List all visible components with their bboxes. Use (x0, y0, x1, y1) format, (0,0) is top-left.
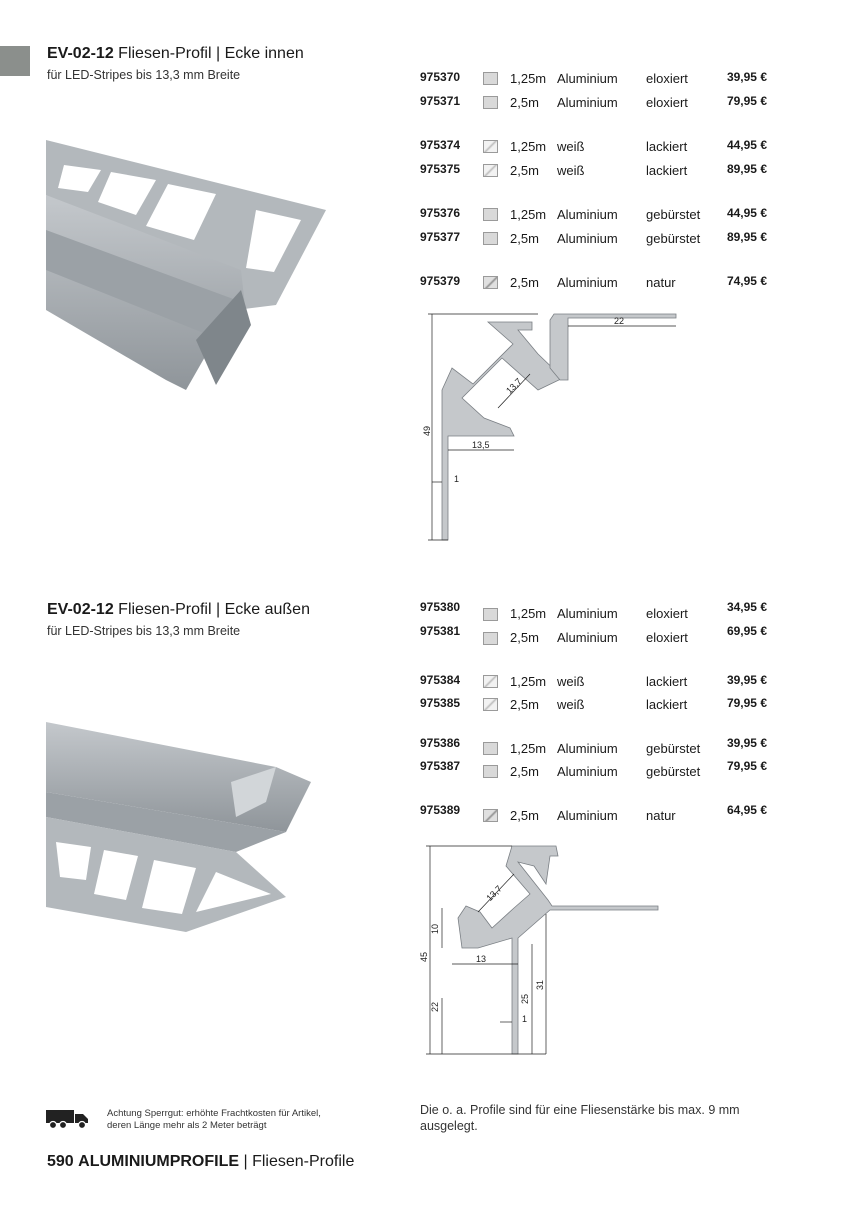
color-swatch (483, 698, 498, 711)
tile-thickness-note: Die o. a. Profile sind für eine Fliesenstärke bis max. 9 mm ausgelegt. (420, 1103, 740, 1133)
price: 44,95 € (726, 206, 767, 220)
finish: gebürstet (646, 231, 701, 246)
price: 64,95 € (726, 803, 767, 817)
color-swatch (483, 809, 498, 822)
truck-icon (46, 1108, 90, 1130)
length: 2,5m (510, 163, 539, 178)
price: 74,95 € (726, 274, 767, 288)
price: 39,95 € (726, 673, 767, 687)
page-subcategory: Fliesen-Profile (252, 1153, 355, 1170)
dim-label: 1 (454, 474, 460, 484)
product-subtitle: für LED-Stripes bis 13,3 mm Breite (47, 624, 241, 638)
product-title (47, 600, 310, 620)
article-number: 975387 (420, 759, 461, 773)
material: Aluminium (557, 207, 618, 222)
material: weiß (557, 163, 585, 178)
finish: eloxiert (646, 95, 688, 110)
color-swatch (483, 96, 498, 109)
dim-label: 25 (520, 993, 530, 1004)
table-row[interactable] (420, 94, 770, 114)
finish: eloxiert (646, 606, 688, 621)
price: 79,95 € (726, 696, 767, 710)
color-swatch (483, 140, 498, 153)
length: 2,5m (510, 95, 539, 110)
table-row[interactable] (420, 736, 770, 756)
material: Aluminium (557, 71, 618, 86)
material: Aluminium (557, 808, 618, 823)
product-name: Fliesen-Profil | Ecke innen (118, 45, 304, 62)
finish: eloxiert (646, 71, 688, 86)
finish: eloxiert (646, 630, 688, 645)
table-row[interactable] (420, 138, 770, 158)
color-swatch (483, 72, 498, 85)
article-number: 975375 (420, 162, 461, 176)
length: 2,5m (510, 808, 539, 823)
price: 34,95 € (726, 600, 767, 614)
material: weiß (557, 697, 585, 712)
dim-label: 13 (476, 954, 487, 964)
product-name: Fliesen-Profil | Ecke außen (118, 601, 310, 618)
material: weiß (557, 139, 585, 154)
article-number: 975381 (420, 624, 461, 638)
finish: natur (646, 808, 676, 823)
table-row[interactable] (420, 162, 770, 182)
material: Aluminium (557, 275, 618, 290)
length: 1,25m (510, 71, 547, 86)
dim-label: 49 (422, 425, 432, 436)
dim-label: 22 (614, 316, 625, 326)
finish: gebürstet (646, 741, 701, 756)
price: 39,95 € (726, 70, 767, 84)
material: Aluminium (557, 231, 618, 246)
price: 89,95 € (726, 162, 767, 176)
table-row[interactable] (420, 673, 770, 693)
product-title (47, 44, 304, 64)
page-footer (47, 1153, 354, 1171)
finish: gebürstet (646, 207, 701, 222)
dim-label: 31 (535, 979, 545, 990)
article-number: 975389 (420, 803, 461, 817)
material: Aluminium (557, 630, 618, 645)
article-number: 975376 (420, 206, 461, 220)
length: 2,5m (510, 231, 539, 246)
color-swatch (483, 608, 498, 621)
article-number: 975380 (420, 600, 461, 614)
article-number: 975374 (420, 138, 461, 152)
product-code: EV-02-12 (47, 45, 114, 62)
article-number: 975386 (420, 736, 461, 750)
finish: lackiert (646, 674, 688, 689)
length: 2,5m (510, 275, 539, 290)
length: 2,5m (510, 630, 539, 645)
page-category: ALUMINIUMPROFILE (78, 1153, 240, 1170)
table-row[interactable] (420, 759, 770, 779)
length: 1,25m (510, 674, 547, 689)
length: 2,5m (510, 764, 539, 779)
product-photo-outer-corner (46, 722, 336, 932)
dim-label: 13,7 (504, 376, 524, 396)
table-row[interactable] (420, 696, 770, 716)
dim-label: 13,5 (472, 440, 490, 450)
material: Aluminium (557, 95, 618, 110)
price: 89,95 € (726, 230, 767, 244)
color-swatch (483, 164, 498, 177)
finish: lackiert (646, 163, 688, 178)
dim-label: 45 (419, 951, 429, 962)
color-swatch (483, 276, 498, 289)
table-row[interactable] (420, 803, 770, 823)
price: 79,95 € (726, 759, 767, 773)
dim-label: 13,7 (484, 883, 504, 904)
material: Aluminium (557, 741, 618, 756)
finish: lackiert (646, 139, 688, 154)
article-number: 975371 (420, 94, 461, 108)
material: Aluminium (557, 764, 618, 779)
material: Aluminium (557, 606, 618, 621)
footer-separator: | (243, 1153, 248, 1170)
technical-drawing-outer-corner (418, 838, 668, 1060)
page-number: 590 (47, 1153, 74, 1170)
color-swatch (483, 208, 498, 221)
length: 1,25m (510, 606, 547, 621)
dim-label: 1 (522, 1014, 528, 1024)
dim-label: 10 (430, 923, 440, 934)
dim-label: 22 (430, 1001, 440, 1012)
price: 44,95 € (726, 138, 767, 152)
length: 2,5m (510, 697, 539, 712)
article-number: 975370 (420, 70, 461, 84)
price: 39,95 € (726, 736, 767, 750)
finish: gebürstet (646, 764, 701, 779)
length: 1,25m (510, 741, 547, 756)
length: 1,25m (510, 139, 547, 154)
table-row[interactable] (420, 274, 770, 294)
price: 69,95 € (726, 624, 767, 638)
finish: natur (646, 275, 676, 290)
table-row[interactable] (420, 230, 770, 250)
color-swatch (483, 232, 498, 245)
technical-drawing-inner-corner (418, 308, 680, 548)
article-number: 975379 (420, 274, 461, 288)
product-subtitle: für LED-Stripes bis 13,3 mm Breite (47, 68, 241, 82)
section-tab-marker (0, 46, 30, 76)
price: 79,95 € (726, 94, 767, 108)
material: weiß (557, 674, 585, 689)
length: 1,25m (510, 207, 547, 222)
finish: lackiert (646, 697, 688, 712)
color-swatch (483, 675, 498, 688)
table-row[interactable] (420, 70, 770, 90)
article-number: 975384 (420, 673, 461, 687)
bulky-goods-warning: Achtung Sperrgut: erhöhte Frachtkosten für Artikel, deren Länge mehr als 2 Meter beträgt (107, 1108, 321, 1131)
table-row[interactable] (420, 206, 770, 226)
color-swatch (483, 742, 498, 755)
color-swatch (483, 632, 498, 645)
product-photo-inner-corner (46, 140, 336, 395)
color-swatch (483, 765, 498, 778)
table-row[interactable] (420, 600, 770, 620)
article-number: 975377 (420, 230, 461, 244)
article-number: 975385 (420, 696, 461, 710)
table-row[interactable] (420, 624, 770, 644)
product-code: EV-02-12 (47, 601, 114, 618)
